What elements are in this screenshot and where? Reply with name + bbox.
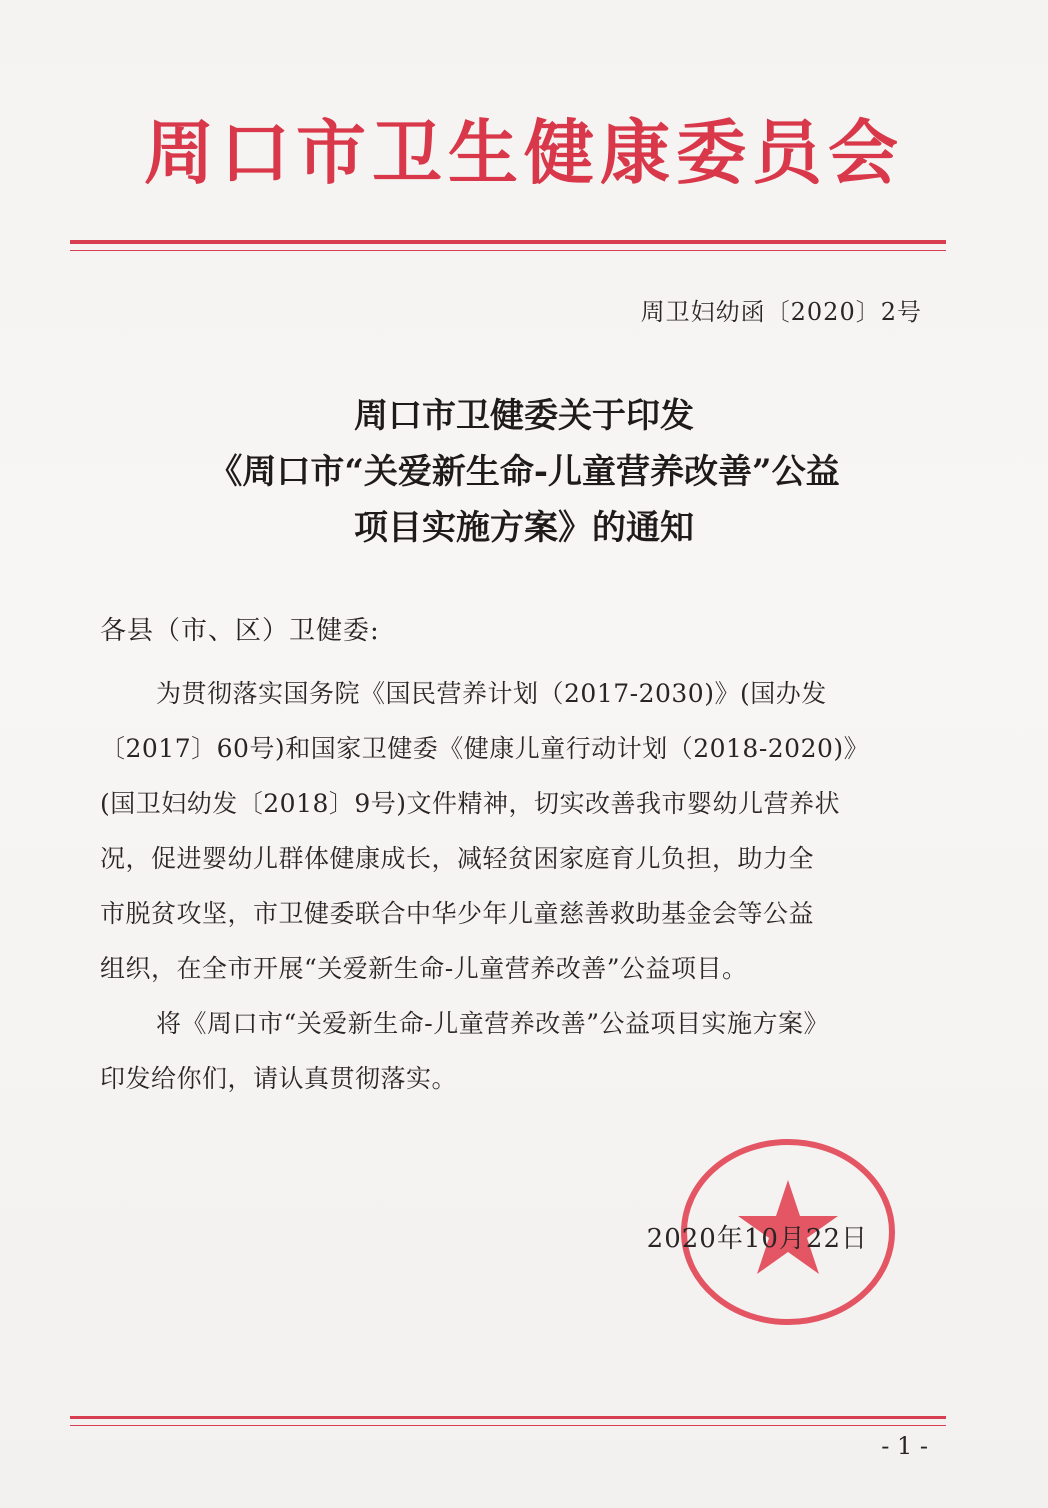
- paragraph-2-line: 印发给你们，请认真贯彻落实。: [100, 1064, 458, 1093]
- document-title: [0, 388, 1048, 556]
- paragraph-1: [100, 666, 930, 996]
- title-line-3: 项目实施方案》的通知: [354, 508, 694, 548]
- paragraph-2: [100, 996, 930, 1106]
- title-line-2: 《周口市“关爱新生命-儿童营养改善”公益: [208, 452, 840, 492]
- paragraph-2-line: 将《周口市“关爱新生命-儿童营养改善”公益项目实施方案》: [156, 1009, 830, 1038]
- addressee: 各县（市、区）卫健委:: [100, 616, 380, 646]
- document-number: 周卫妇幼函〔2020〕2号: [640, 298, 922, 326]
- title-line-1: 周口市卫健委关于印发: [354, 396, 694, 436]
- paragraph-1-line: 〔2017〕60号)和国家卫健委《健康儿童行动计划（2018-2020)》: [100, 734, 870, 763]
- letterhead-rule: [70, 240, 946, 244]
- paragraph-1-line: 市脱贫攻坚，市卫健委联合中华少年儿童慈善救助基金会等公益: [100, 899, 815, 928]
- paragraph-1-line: 况，促进婴幼儿群体健康成长，减轻贫困家庭育儿负担，助力全: [100, 844, 815, 873]
- footer-rule-thin: [70, 1425, 946, 1426]
- issue-date: 2020年10月22日: [646, 1224, 868, 1254]
- paragraph-1-line: (国卫妇幼发〔2018〕9号)文件精神，切实改善我市婴幼儿营养状: [100, 789, 841, 818]
- letterhead-rule-thin: [70, 250, 946, 251]
- paragraph-1-line: 为贯彻落实国务院《国民营养计划（2017-2030)》(国办发: [156, 679, 827, 708]
- paragraph-1-line: 组织，在全市开展“关爱新生命-儿童营养改善”公益项目。: [100, 954, 748, 983]
- letterhead-title: 周口市卫生健康委员会: [144, 111, 904, 194]
- footer-rule: [70, 1416, 946, 1419]
- page-number: - 1 -: [881, 1432, 928, 1460]
- body-text: [100, 666, 930, 1106]
